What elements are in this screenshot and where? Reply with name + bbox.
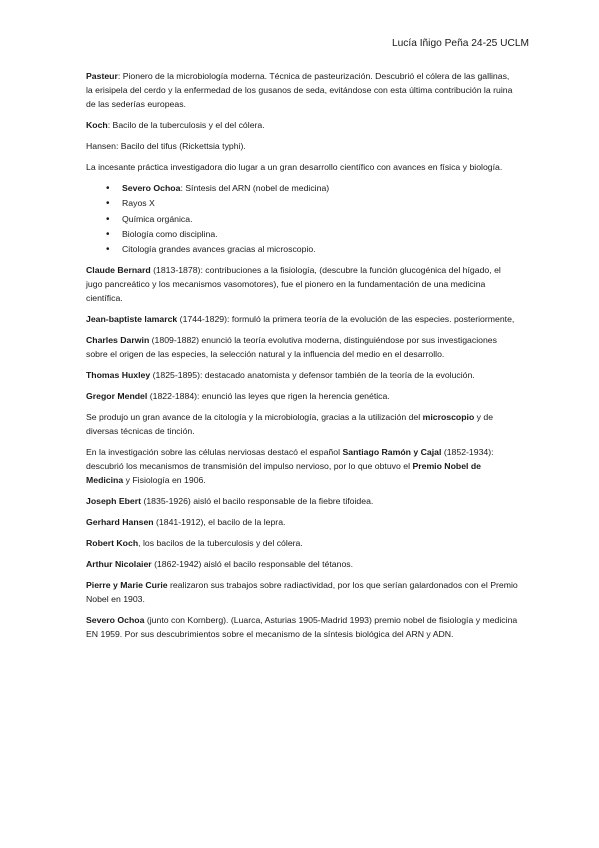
bold-term: Arthur Nicolaier <box>86 559 152 570</box>
paragraph-intro <box>86 160 518 174</box>
bold-term: Jean-baptiste lamarck <box>86 314 178 325</box>
paragraph-text: (1841-1912), el bacilo de la lepra. <box>153 517 286 528</box>
paragraph-microscopio <box>86 410 518 438</box>
bold-term: Joseph Ebert <box>86 496 142 507</box>
paragraph-pasteur <box>86 69 518 111</box>
document-body <box>86 69 518 648</box>
paragraph-text: (1744-1829): formuló la primera teoría de la evolución de las especies. posteriormente, <box>177 314 515 325</box>
paragraph-text: La incesante práctica investigadora dio lugar a un gran desarrollo científico con avances en física y biología. <box>86 162 503 172</box>
bold-term: Severo Ochoa <box>122 183 181 193</box>
paragraph-text: En la investigación sobre las células nerviosas destacó el español <box>86 447 343 458</box>
paragraph-koch <box>86 118 518 132</box>
paragraph-text: (1809-1882) enunció la teoría evolutiva moderna, distinguiéndose por sus investigaciones sobre el origen de las especies, la selección natural y la influencia del medio en el desarrollo. <box>86 335 497 360</box>
paragraph-text: : Pionero de la microbiología moderna. Técnica de pasteurización. Descubrió el cólera de las gallinas, la erisipela del cerdo y la enfermedad de los gusanos de seda, evitándose con esta última contribución la ruina de las sederías europeas. <box>86 71 513 109</box>
bold-term: Robert Koch <box>86 538 139 549</box>
paragraph-hansen <box>86 139 518 153</box>
list-item-text: Citología grandes avances gracias al microscopio. <box>122 244 316 255</box>
list-item-text: Biología como disciplina. <box>122 228 218 239</box>
list-item-text: Rayos X <box>122 198 155 209</box>
paragraph-darwin <box>86 333 518 361</box>
paragraph-text: realizaron sus trabajos sobre radiactividad, por los que serían galardonados con el Premio Nobel en 1903. <box>86 580 518 605</box>
bold-term: Severo Ochoa <box>86 615 145 626</box>
paragraph-nicolaier <box>86 557 518 571</box>
bold-term: Gerhard Hansen <box>86 517 154 528</box>
advances-list <box>86 181 518 257</box>
list-item <box>122 181 518 196</box>
bold-term: Pasteur <box>86 71 118 81</box>
paragraph-gerhard-hansen <box>86 515 518 529</box>
list-item-text: : Síntesis del ARN (nobel de medicina) <box>180 183 330 193</box>
bold-term: Gregor Mendel <box>86 391 148 402</box>
paragraph-bernard <box>86 263 518 305</box>
list-item <box>122 212 518 227</box>
bold-term: Premio Nobel de Medicina <box>86 461 481 486</box>
paragraph-curie <box>86 578 518 606</box>
paragraph-text: Se produjo un gran avance de la citología y la microbiología, gracias a la utilización del <box>86 412 423 423</box>
list-item-text: Química orgánica. <box>122 213 193 224</box>
list-item <box>122 242 518 257</box>
paragraph-text: , los bacilos de la tuberculosis y del cólera. <box>138 538 303 549</box>
bold-term: Pierre y Marie Curie <box>86 580 168 591</box>
paragraph-robert-koch <box>86 536 518 550</box>
paragraph-text: (1835-1926) aisló el bacilo responsable de la fiebre tifoidea. <box>141 496 374 507</box>
paragraph-text: (1825-1895): destacado anatomista y defensor también de la teoría de la evolución. <box>150 370 475 381</box>
bold-term: Koch <box>86 120 108 130</box>
bold-term: Charles Darwin <box>86 335 150 346</box>
paragraph-lamarck <box>86 312 518 326</box>
paragraph-ochoa <box>86 613 518 641</box>
bold-term: microscopio <box>422 412 475 423</box>
paragraph-ebert <box>86 494 518 508</box>
paragraph-text: (1862-1942) aisló el bacilo responsable del tétanos. <box>151 559 354 570</box>
list-item <box>122 196 518 211</box>
bold-term: Thomas Huxley <box>86 370 151 381</box>
paragraph-text: (1822-1884): enunció las leyes que rigen la herencia genética. <box>147 391 390 402</box>
paragraph-text: (junto con Kornberg). (Luarca, Asturias 1905-Madrid 1993) premio nobel de fisiología y medicina EN 1959. Por sus descubrimientos sobre el mecanismo de la síntesis biológica del ARN y ADN. <box>86 615 518 640</box>
bold-term: Santiago Ramón y Cajal <box>342 447 442 458</box>
paragraph-text: (1852-1934): descubrió los mecanismos de transmisión del impulso nervioso, por lo que obtuvo el <box>86 447 494 472</box>
list-item <box>122 227 518 242</box>
paragraph-text: Hansen: Bacilo del tifus (Rickettsia typhi). <box>86 141 246 151</box>
paragraph-text: : Bacilo de la tuberculosis y el del cólera. <box>107 120 265 130</box>
page-header: Lucía Iñigo Peña 24-25 UCLM <box>391 38 529 49</box>
paragraph-text: y Fisiología en 1906. <box>123 475 206 486</box>
paragraph-huxley <box>86 368 518 382</box>
bold-term: Claude Bernard <box>86 265 151 276</box>
paragraph-mendel <box>86 389 518 403</box>
paragraph-text: y de diversas técnicas de tinción. <box>86 412 494 437</box>
paragraph-text: (1813-1878): contribuciones a la fisiología, (descubre la función glucogénica del hígado, el jugo pancreático y los mecanismos vasomotores), fue el pionero en la fundamentación de una medicina científica. <box>86 265 501 304</box>
paragraph-cajal <box>86 445 518 487</box>
